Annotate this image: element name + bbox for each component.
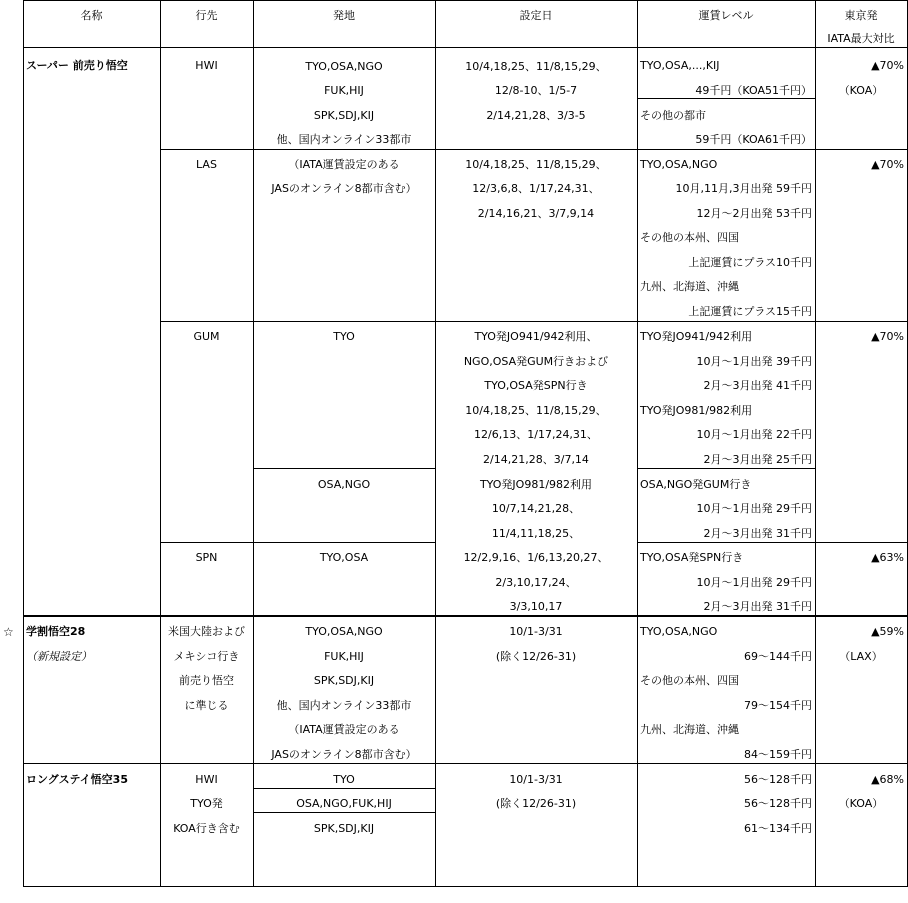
date-line: 11/4,11,18,25、 bbox=[491, 527, 581, 540]
fare-line: 79～154千円 bbox=[744, 699, 812, 712]
origin-spn: TYO,OSA bbox=[319, 551, 369, 564]
date-line: TYO発JO981/982利用 bbox=[479, 478, 593, 491]
fare-line: 上記運賃にプラス10千円 bbox=[688, 256, 812, 269]
fare-line: 九州、北海道、沖縄 bbox=[640, 280, 739, 293]
fare-line: 2月～3月出発 31千円 bbox=[703, 600, 812, 613]
fare-line: 69～144千円 bbox=[744, 650, 812, 663]
dest-hwi: HWI bbox=[195, 59, 218, 72]
origin-line: SPK,SDJ,KIJ bbox=[313, 822, 375, 835]
fare-line: その他の都市 bbox=[640, 109, 706, 122]
dest-line: TYO発 bbox=[190, 797, 223, 810]
header-origin: 発地 bbox=[333, 9, 355, 22]
origin-gum-osa-ngo: OSA,NGO bbox=[317, 478, 371, 491]
fare-line: 84～159千円 bbox=[744, 748, 812, 761]
origin-line: SPK,SDJ,KIJ bbox=[313, 109, 375, 122]
date-line: 12/6,13、1/17,24,31、 bbox=[474, 428, 598, 441]
dest-gum: GUM bbox=[193, 330, 220, 343]
origin-line: （IATA運賃設定のある bbox=[288, 723, 400, 736]
compare-gakuwari-note: （LAX） bbox=[839, 650, 883, 663]
fare-line: 上記運賃にプラス15千円 bbox=[688, 305, 812, 318]
dest-line: 米国大陸および bbox=[168, 625, 245, 638]
fare-line: 49千円（KOA51千円） bbox=[695, 84, 812, 97]
dest-line: 前売り悟空 bbox=[179, 674, 234, 687]
origin-line: 他、国内オンライン33都市 bbox=[276, 133, 412, 146]
origin-line: TYO,OSA,NGO bbox=[305, 625, 383, 638]
origin-line: 他、国内オンライン33都市 bbox=[276, 699, 412, 712]
fare-line: 59千円（KOA61千円） bbox=[695, 133, 812, 146]
date-line: NGO,OSA発GUM行きおよび bbox=[463, 355, 609, 368]
fare-line: 10月～1月出発 29千円 bbox=[696, 502, 812, 515]
origin-line: TYO bbox=[333, 773, 355, 786]
fare-line: その他の本州、四国 bbox=[640, 674, 739, 687]
fare-line: 56～128千円 bbox=[744, 773, 812, 786]
date-line: TYO発JO941/942利用、 bbox=[474, 330, 598, 343]
origin-line: OSA,NGO,FUK,HIJ bbox=[296, 797, 392, 810]
dest-line: HWI bbox=[195, 773, 218, 786]
product-name-longstay: ロングステイ悟空35 bbox=[26, 773, 128, 786]
compare-las: ▲70% bbox=[871, 158, 904, 171]
header-compare-2: IATA最大対比 bbox=[827, 32, 895, 45]
origin-gum-tyo: TYO bbox=[333, 330, 355, 343]
fare-line: TYO,OSA発SPN行き bbox=[640, 551, 744, 564]
header-compare-1: 東京発 bbox=[844, 9, 878, 22]
compare-hwi: ▲70% bbox=[871, 59, 904, 72]
date-line: 12/3,6,8、1/17,24,31、 bbox=[472, 182, 600, 195]
date-line: 10/1-3/31 bbox=[509, 625, 563, 638]
date-line: 10/1-3/31 bbox=[509, 773, 563, 786]
star-mark: ☆ bbox=[3, 625, 14, 639]
fare-line: TYO,OSA,NGO bbox=[640, 158, 718, 171]
dest-spn: SPN bbox=[195, 551, 218, 564]
fare-line: OSA,NGO発GUM行き bbox=[640, 478, 752, 491]
header-destination: 行先 bbox=[195, 9, 218, 22]
date-line: 2/3,10,17,24、 bbox=[495, 576, 577, 589]
dest-line: KOA行き含む bbox=[173, 822, 240, 835]
fare-line: 10月～1月出発 29千円 bbox=[696, 576, 812, 589]
origin-line: FUK,HIJ bbox=[324, 650, 364, 663]
fare-line: TYO,OSA,NGO bbox=[640, 625, 718, 638]
origin-line: JASのオンライン8都市含む） bbox=[271, 748, 417, 761]
compare-longstay-note: （KOA） bbox=[838, 797, 884, 810]
fare-line: その他の本州、四国 bbox=[640, 231, 739, 244]
date-line: 10/4,18,25、11/8,15,29、 bbox=[465, 60, 607, 73]
dest-line: に準じる bbox=[184, 699, 229, 712]
origin-line: （IATA運賃設定のある bbox=[288, 158, 400, 171]
origin-line: SPK,SDJ,KIJ bbox=[313, 674, 375, 687]
header-name: 名称 bbox=[80, 9, 103, 22]
date-line: (除く12/26-31) bbox=[495, 797, 577, 810]
fare-line: 10月～1月出発 22千円 bbox=[696, 428, 812, 441]
date-line: 2/14,21,28、3/7,14 bbox=[483, 453, 589, 466]
compare-spn: ▲63% bbox=[871, 551, 904, 564]
fare-line: 2月～3月出発 41千円 bbox=[703, 379, 812, 392]
new-setting-note: （新規設定） bbox=[26, 650, 92, 663]
compare-longstay: ▲68% bbox=[871, 773, 904, 786]
compare-gum: ▲70% bbox=[871, 330, 904, 343]
date-line: 3/3,10,17 bbox=[509, 600, 563, 613]
fare-line: 10月～1月出発 39千円 bbox=[696, 355, 812, 368]
fare-line: TYO,OSA,...,KIJ bbox=[640, 59, 720, 72]
date-line: 10/4,18,25、11/8,15,29、 bbox=[465, 158, 607, 171]
date-line: 2/14,21,28、3/3-5 bbox=[486, 109, 586, 122]
fare-line: TYO発JO941/942利用 bbox=[640, 330, 753, 343]
fare-line: 56～128千円 bbox=[744, 797, 812, 810]
fare-line: 九州、北海道、沖縄 bbox=[640, 723, 739, 736]
date-line: (除く12/26-31) bbox=[495, 650, 577, 663]
date-line: TYO,OSA発SPN行き bbox=[484, 379, 588, 392]
dest-line: メキシコ行き bbox=[173, 650, 240, 663]
fare-line: TYO発JO981/982利用 bbox=[640, 404, 753, 417]
product-name-gakuwari: 学割悟空28 bbox=[26, 625, 86, 638]
compare-hwi-note: （KOA） bbox=[838, 84, 884, 97]
product-name-super: スーパー 前売り悟空 bbox=[26, 59, 128, 72]
date-line: 10/7,14,21,28、 bbox=[491, 502, 581, 515]
date-line: 10/4,18,25、11/8,15,29、 bbox=[465, 404, 607, 417]
origin-line: FUK,HIJ bbox=[324, 84, 364, 97]
header-fare: 運賃レベル bbox=[698, 9, 754, 22]
date-line: 2/14,16,21、3/7,9,14 bbox=[477, 207, 595, 220]
date-line: 12/8-10、1/5-7 bbox=[494, 84, 578, 97]
dest-las: LAS bbox=[196, 158, 217, 171]
fare-line: 2月～3月出発 31千円 bbox=[703, 527, 812, 540]
fare-line: 10月,11月,3月出発 59千円 bbox=[675, 182, 812, 195]
compare-gakuwari: ▲59% bbox=[871, 625, 904, 638]
origin-line: JASのオンライン8都市含む） bbox=[271, 182, 417, 195]
header-dates: 設定日 bbox=[519, 9, 553, 22]
origin-line: TYO,OSA,NGO bbox=[305, 60, 383, 73]
fare-line: 61～134千円 bbox=[744, 822, 812, 835]
fare-line: 2月～3月出発 25千円 bbox=[703, 453, 812, 466]
fare-line: 12月～2月出発 53千円 bbox=[696, 207, 812, 220]
date-line: 12/2,9,16、1/6,13,20,27、 bbox=[463, 551, 609, 564]
